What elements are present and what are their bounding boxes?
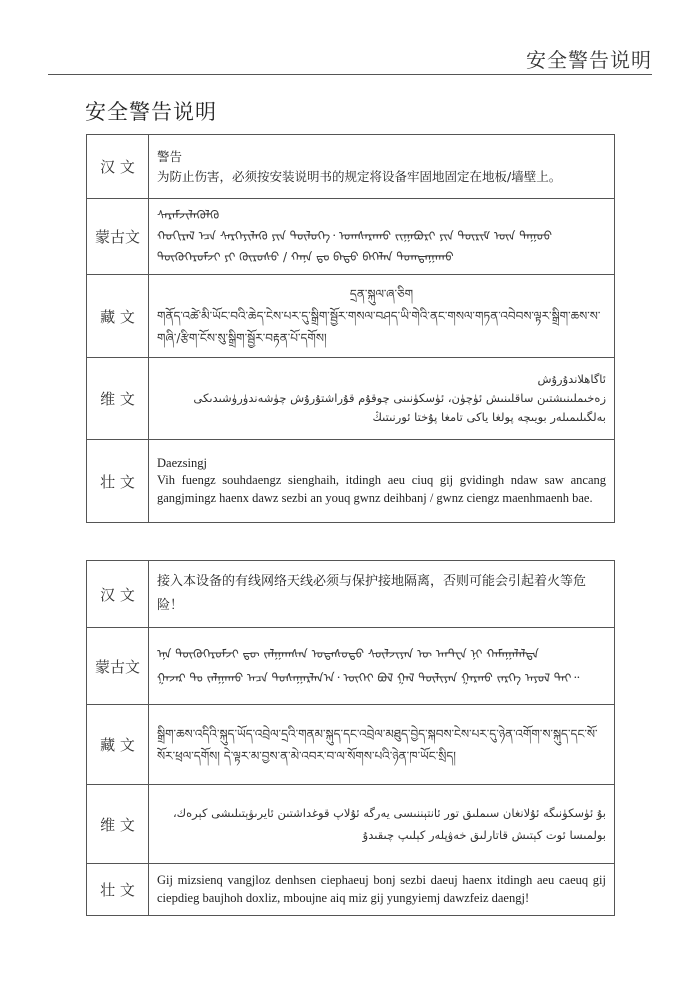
table-row-zhuang	[87, 864, 615, 916]
language-label: 藏 文	[87, 705, 149, 785]
table-row-uyghur	[87, 358, 615, 440]
table-row-tibetan	[87, 705, 615, 785]
uyghur-heading: ئاگاھلاندۇرۇش	[537, 372, 606, 386]
zhuang-body: Gij mizsienq vangjloz denhsen ciephaeuj bonj sezbi daeuj haenx itdingh aeu caeuq gij ciepdieg baujhoh doxliz, mboujne aiq miz gij yungyiemj dawzfeiz daengj!	[157, 873, 606, 905]
warning-text-mongolian	[149, 199, 615, 275]
warning-text-uyghur	[149, 785, 615, 864]
table-row-uyghur	[87, 785, 615, 864]
header-divider	[48, 74, 652, 75]
language-label: 蒙古文	[87, 628, 149, 705]
mongolian-line: ᠲᠥᠬᠥᠭᠡᠷᠦᠮᠵᠢ ᠶᠢ ᠬᠥᠷᠥᠰᠦ / ᠬᠠᠨᠠ ᠳᠤ ᠪᠠᠲᠤ ᠪᠡᠬᠡᠯᠡᠨ ᠲᠣᠭᠲᠠᠭᠠᠬᠤ	[157, 250, 454, 264]
mongolian-line: ᠡᠨᠡ ᠲᠥᠬᠥᠭᠡᠷᠦᠮᠵᠢ ᠳᠦ ᠵᠠᠯᠭᠠᠭᠰᠠᠨ ᠤᠲᠠᠰᠤᠲᠤ ᠰᠦᠯᠵᠢᠶᠡᠨ ᠦ ᠠᠨᠲ᠋ᠧᠨ ᠨᠢ ᠬᠠᠮᠠᠭᠠᠯᠠᠯᠲᠠ	[157, 647, 539, 661]
mongolian-line: ᠭᠠᠵᠠᠷ ᠲᠤ ᠵᠠᠯᠭᠠᠬᠤ ᠠᠴᠠ ᠲᠤᠰᠠᠭᠠᠷᠯᠠᠨ᠎ᠠ᠂ ᠦᠭᠡᠢ ᠪᠣᠯ ᠭᠠᠯ ᠲᠦᠯᠢᠶᠡᠨ ᠭᠠᠷᠬᠤ ᠵᠡᠷᠭᠡ ᠠᠶᠤᠯ ᠲᠠᠢ᠃	[157, 671, 580, 685]
table-row-mongolian	[87, 199, 615, 275]
warning-text-tibetan	[149, 275, 615, 358]
uyghur-body: زەخىملىنىشتىن ساقلىنىش ئۈچۈن، ئۈسكۈنىنى چوقۇم قۇراشتۇرۇش چۈشەندۈرۈشىدىكى بەلگىلىمىلەر بويىچە پولغا ياكى تامغا پۇختا ئورنىتىڭ	[193, 391, 606, 424]
warning-text-zhuang	[149, 440, 615, 523]
language-label: 维 文	[87, 785, 149, 864]
tibetan-heading: དྲན་སྐུལ་ཞ་ཅིག	[349, 287, 414, 301]
table-row-chinese	[87, 135, 615, 199]
mounting-warning-table	[86, 134, 615, 523]
warning-heading: 警告	[157, 148, 183, 164]
running-header-title: 安全警告说明	[526, 48, 652, 72]
table-row-chinese	[87, 561, 615, 628]
mongolian-line: ᠰᠡᠷᠡᠮᠵᠢᠯᠡᠭᠦᠯᠬᠦ	[157, 208, 220, 222]
warning-body: 为防止伤害，必须按安装说明书的规定将设备牢固地固定在地板/墙壁上。	[157, 168, 562, 184]
mongolian-line: ᠬᠣᠬᠢᠷᠠᠯ ᠡᠴᠡ ᠰᠡᠷᠭᠡᠶᠢᠯᠡᠬᠦ ᠶᠢᠨ ᠲᠥᠯᠥᠭᠡ᠂ ᠤᠭᠰᠠᠷᠠᠬᠤ ᠵᠢᠭᠠᠪᠤᠷᠢ ᠶᠢᠨ ᠳᠦᠷᠢᠮ ᠦᠨ ᠳᠠᠭᠤᠤ	[157, 229, 552, 243]
language-label: 维 文	[87, 358, 149, 440]
page-title: 安全警告说明	[85, 100, 217, 124]
warning-text-zhuang	[149, 864, 615, 916]
uyghur-body: بۇ ئۈسكۈنىگە ئۇلانغان سىملىق تور ئانتېننىسى يەرگە ئۇلاپ قوغداشتىن ئايرىۋېتىلىشى كېرەك، بولمىسا ئوت كېتىش قاتارلىق خەۋپلەر كېلىپ چىقىدۇ	[172, 806, 606, 842]
table-row-tibetan	[87, 275, 615, 358]
tibetan-body: སྒྲིག་ཆས་འདིའི་སྐུད་ཡོད་འབྲེལ་དྲའི་གནམ་སྐུད་དང་འབྲེལ་མཐུད་བྱེད་སྐབས་ངེས་པར་དུ་ཉེན་འགོག་ས་སྐུད་དང་སོ་སོར་ཕྲལ་དགོས། དེ་ལྟར་མ་བྱས་ན་མེ་འབར་བ་ལ་སོགས་པའི་ཉེན་ཁ་ཡོང་སྲིད།	[157, 726, 598, 763]
warning-text-mongolian	[149, 628, 615, 705]
table-row-zhuang	[87, 440, 615, 523]
zhuang-heading: Daezsingj	[157, 455, 207, 470]
warning-text-tibetan	[149, 705, 615, 785]
language-label: 壮 文	[87, 440, 149, 523]
language-label: 汉 文	[87, 561, 149, 628]
zhuang-body: Vih fuengz souhdaengz sienghaih, itdingh aeu ciuq gij gvidingh ndaw saw ancang gangjmingz haenx dawz sezbi an youq gwnz deihbanj / gwnz ciengz maenhmaenh bae.	[157, 473, 606, 505]
language-label: 蒙古文	[87, 199, 149, 275]
tibetan-body: གནོད་འཚེ་མི་ཡོང་བའི་ཆེད་ངེས་པར་དུ་སྒྲིག་སྦྱོར་གསལ་བཤད་ཡི་གེའི་ནང་གསལ་གཏན་འབེབས་ལྟར་སྒྲིག་ཆས་ས་གཞི་/རྩིག་ངོས་སུ་སྒྲིག་སྦྱོར་བརྟན་པོ་དགོས།	[157, 309, 601, 345]
warning-text-chinese	[149, 135, 615, 199]
language-label: 汉 文	[87, 135, 149, 199]
warning-text-uyghur	[149, 358, 615, 440]
language-label: 壮 文	[87, 864, 149, 916]
table-row-mongolian	[87, 628, 615, 705]
warning-text-chinese	[149, 561, 615, 628]
grounding-warning-table	[86, 560, 615, 916]
warning-body: 接入本设备的有线网络天线必须与保护接地隔离，否则可能会引起着火等危险！	[157, 574, 587, 613]
language-label: 藏 文	[87, 275, 149, 358]
